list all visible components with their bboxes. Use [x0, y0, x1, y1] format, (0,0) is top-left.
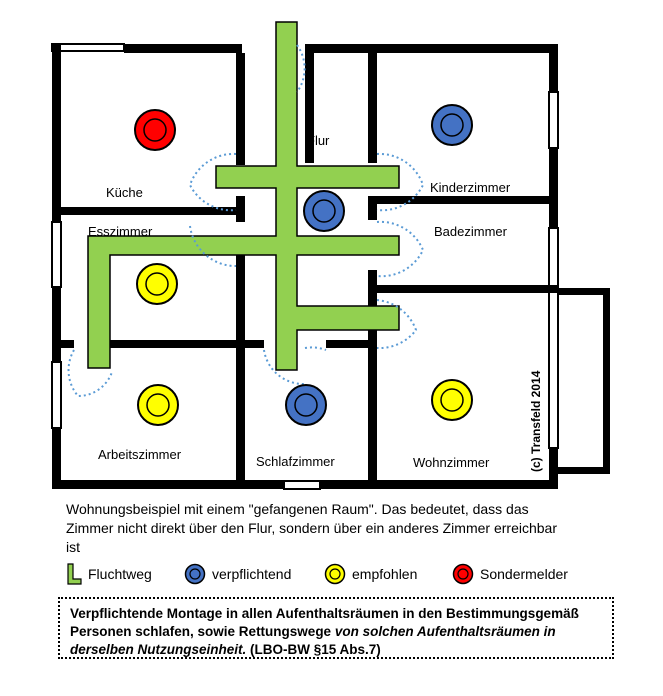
legend-label-empfohlen: empfohlen [352, 566, 418, 582]
legend-item-empfohlen [324, 562, 417, 586]
room-label-wohnzimmer: Wohnzimmer [413, 455, 490, 470]
detector-special-kueche [135, 110, 175, 150]
note-text-part3: (LBO-BW §15 Abs.7) [246, 642, 381, 657]
blue-detector-icon [184, 563, 206, 585]
legend-item-verpflichtend [184, 562, 291, 586]
note-text-italic: von solchen Aufenthaltsräumen in derselben Nutzungseinheit. [70, 624, 556, 657]
room-label-schlafzimmer: Schlafzimmer [256, 454, 335, 469]
room-label-kinderzimmer: Kinderzimmer [430, 180, 511, 195]
room-label-esszimmer: Esszimmer [88, 224, 153, 239]
regulation-note [58, 597, 614, 659]
caption-text: Wohnungsbeispiel mit einem "gefangenen Raum". Das bedeutet, dass das Zimmer nicht direkt über den Flur, sondern über ein anderes Zimmer erreichbar ist [66, 501, 557, 555]
detector-mandatory-kinderzimmer [432, 105, 472, 145]
escape-route-icon [66, 563, 82, 585]
detector-recommended-esszimmer [137, 264, 177, 304]
legend-label-fluchtweg: Fluchtweg [88, 566, 152, 582]
legend-item-sondermelder [452, 562, 568, 586]
legend [66, 562, 626, 586]
room-label-kueche: Küche [106, 185, 143, 200]
room-label-flur: Flur [307, 133, 330, 148]
yellow-detector-icon [324, 563, 346, 585]
detector-recommended-arbeitszimmer [138, 385, 178, 425]
detector-recommended-wohnzimmer [432, 380, 472, 420]
copyright-text: (c) Transfeld 2014 [529, 370, 543, 472]
smoke-detectors [135, 105, 472, 425]
room-label-badezimmer: Badezimmer [434, 224, 507, 239]
legend-item-fluchtweg [66, 562, 152, 586]
room-label-arbeitszimmer: Arbeitszimmer [98, 447, 182, 462]
legend-label-sondermelder: Sondermelder [480, 566, 568, 582]
walls [52, 44, 610, 489]
detector-mandatory-flur [304, 191, 344, 231]
red-detector-icon [452, 563, 474, 585]
legend-label-verpflichtend: verpflichtend [212, 566, 292, 582]
detector-mandatory-schlafzimmer [286, 385, 326, 425]
note-text-part1: Verpflichtende Montage in allen Aufenthaltsräumen in den Bestimmungsgemäß Personen schlafen, sowie Rettungswege [70, 606, 579, 639]
